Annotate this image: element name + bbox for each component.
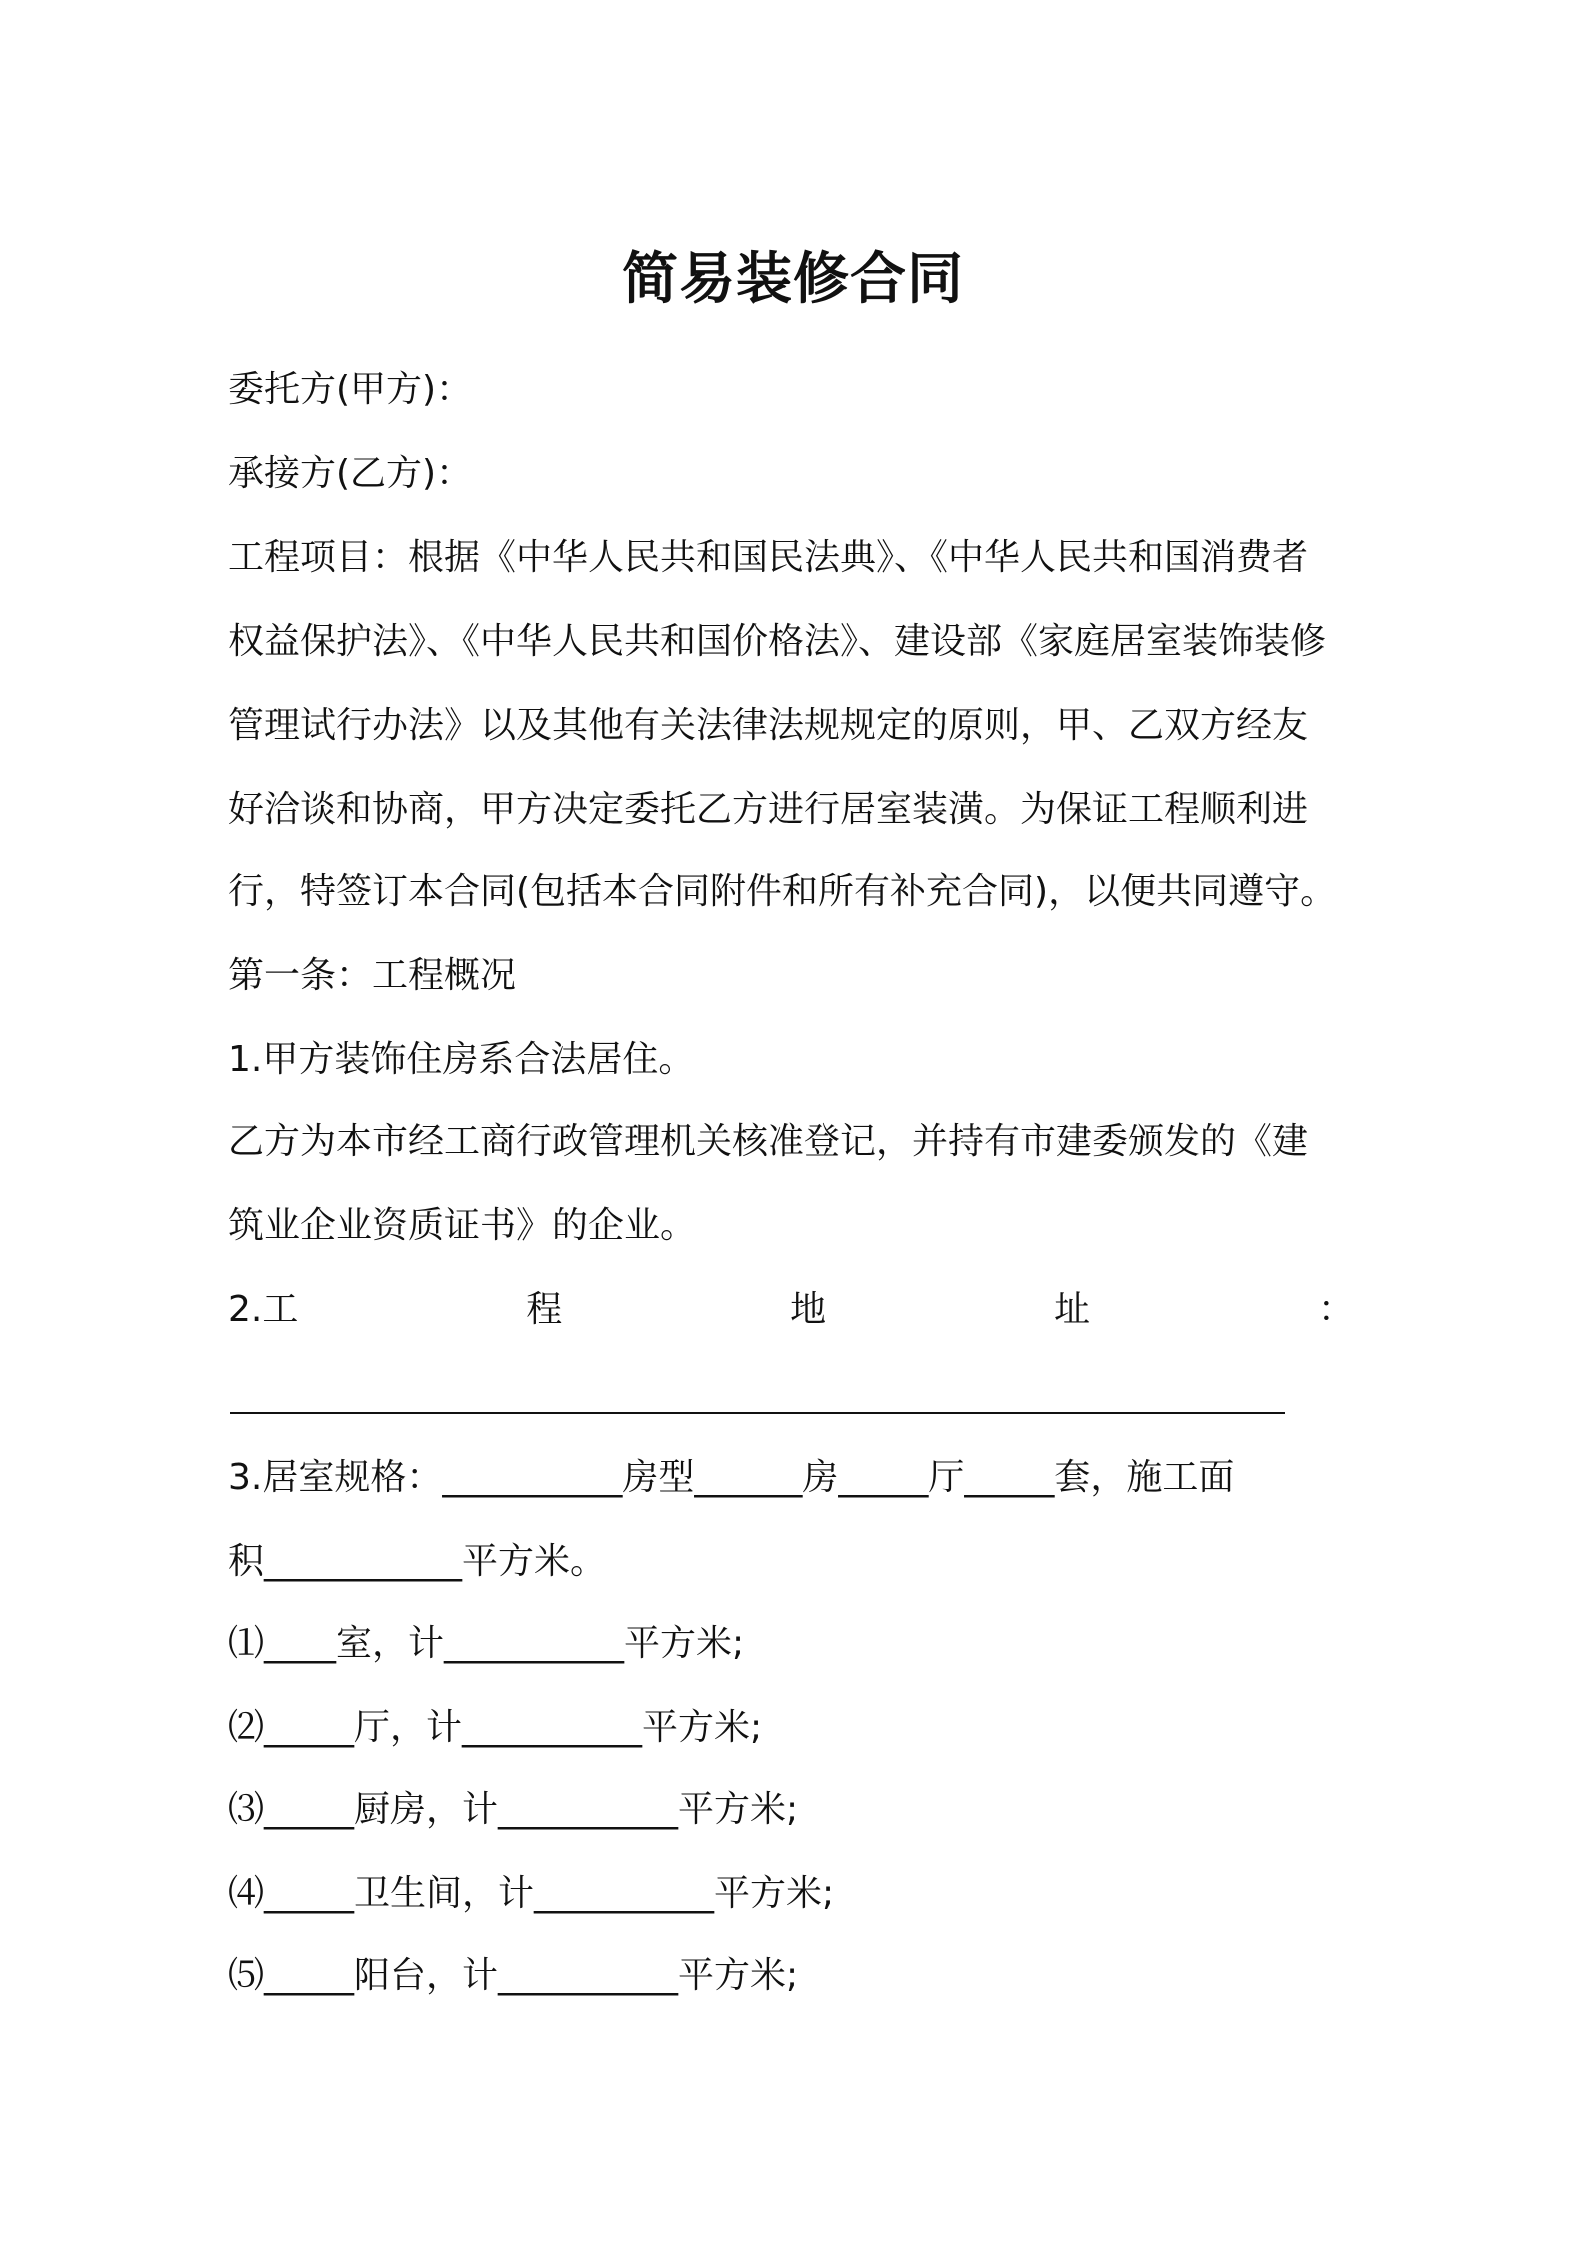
paragraph-line: 行，特签订本合同(包括本合同附件和所有补充合同)，以便共同遵守。 bbox=[228, 871, 1337, 912]
room-spec-item: ⑸_____阳台，计__________平方米; bbox=[228, 1955, 799, 1996]
address-label-part: ： bbox=[1317, 1289, 1354, 1330]
address-label-part: 程 bbox=[526, 1289, 563, 1330]
document-title: 简易装修合同 bbox=[622, 247, 964, 312]
paragraph-line: 好洽谈和协商，甲方决定委托乙方进行居室装潢。为保证工程顺利进 bbox=[228, 789, 1309, 830]
room-spec-line: 3.居室规格：__________房型______房_____厅_____套，施工面 bbox=[228, 1457, 1235, 1498]
room-spec-item: ⑷_____卫生间，计__________平方米; bbox=[228, 1873, 835, 1914]
party-a-line: 委托方(甲方)： bbox=[228, 369, 473, 410]
clause-line: 乙方为本市经工商行政管理机关核准登记，并持有市建委颁发的《建 bbox=[228, 1121, 1309, 1162]
paragraph-line: 工程项目：根据《中华人民共和国民法典》、《中华人民共和国消费者 bbox=[228, 537, 1309, 578]
room-spec-line: 积___________平方米。 bbox=[228, 1541, 607, 1582]
room-spec-item: ⑶_____厨房，计__________平方米; bbox=[228, 1789, 799, 1830]
address-label-part: 2.工 bbox=[228, 1289, 299, 1330]
article-heading: 第一条：工程概况 bbox=[228, 955, 517, 996]
room-spec-item: ⑵_____厅，计__________平方米; bbox=[228, 1707, 763, 1748]
address-blank-line bbox=[230, 1412, 1285, 1414]
clause-line: 筑业企业资质证书》的企业。 bbox=[228, 1205, 697, 1246]
address-label-part: 地 bbox=[790, 1289, 827, 1330]
paragraph-line: 权益保护法》、《中华人民共和国价格法》、建设部《家庭居室装饰装修 bbox=[228, 621, 1327, 662]
address-label bbox=[228, 1284, 1354, 1336]
paragraph-line: 管理试行办法》以及其他有关法律法规规定的原则，甲、乙双方经友 bbox=[228, 705, 1309, 746]
clause-line: 1.甲方装饰住房系合法居住。 bbox=[228, 1039, 695, 1080]
party-b-line: 承接方(乙方)： bbox=[228, 453, 473, 494]
room-spec-item: ⑴____室，计__________平方米; bbox=[228, 1623, 745, 1664]
address-label-part: 址 bbox=[1054, 1289, 1091, 1330]
